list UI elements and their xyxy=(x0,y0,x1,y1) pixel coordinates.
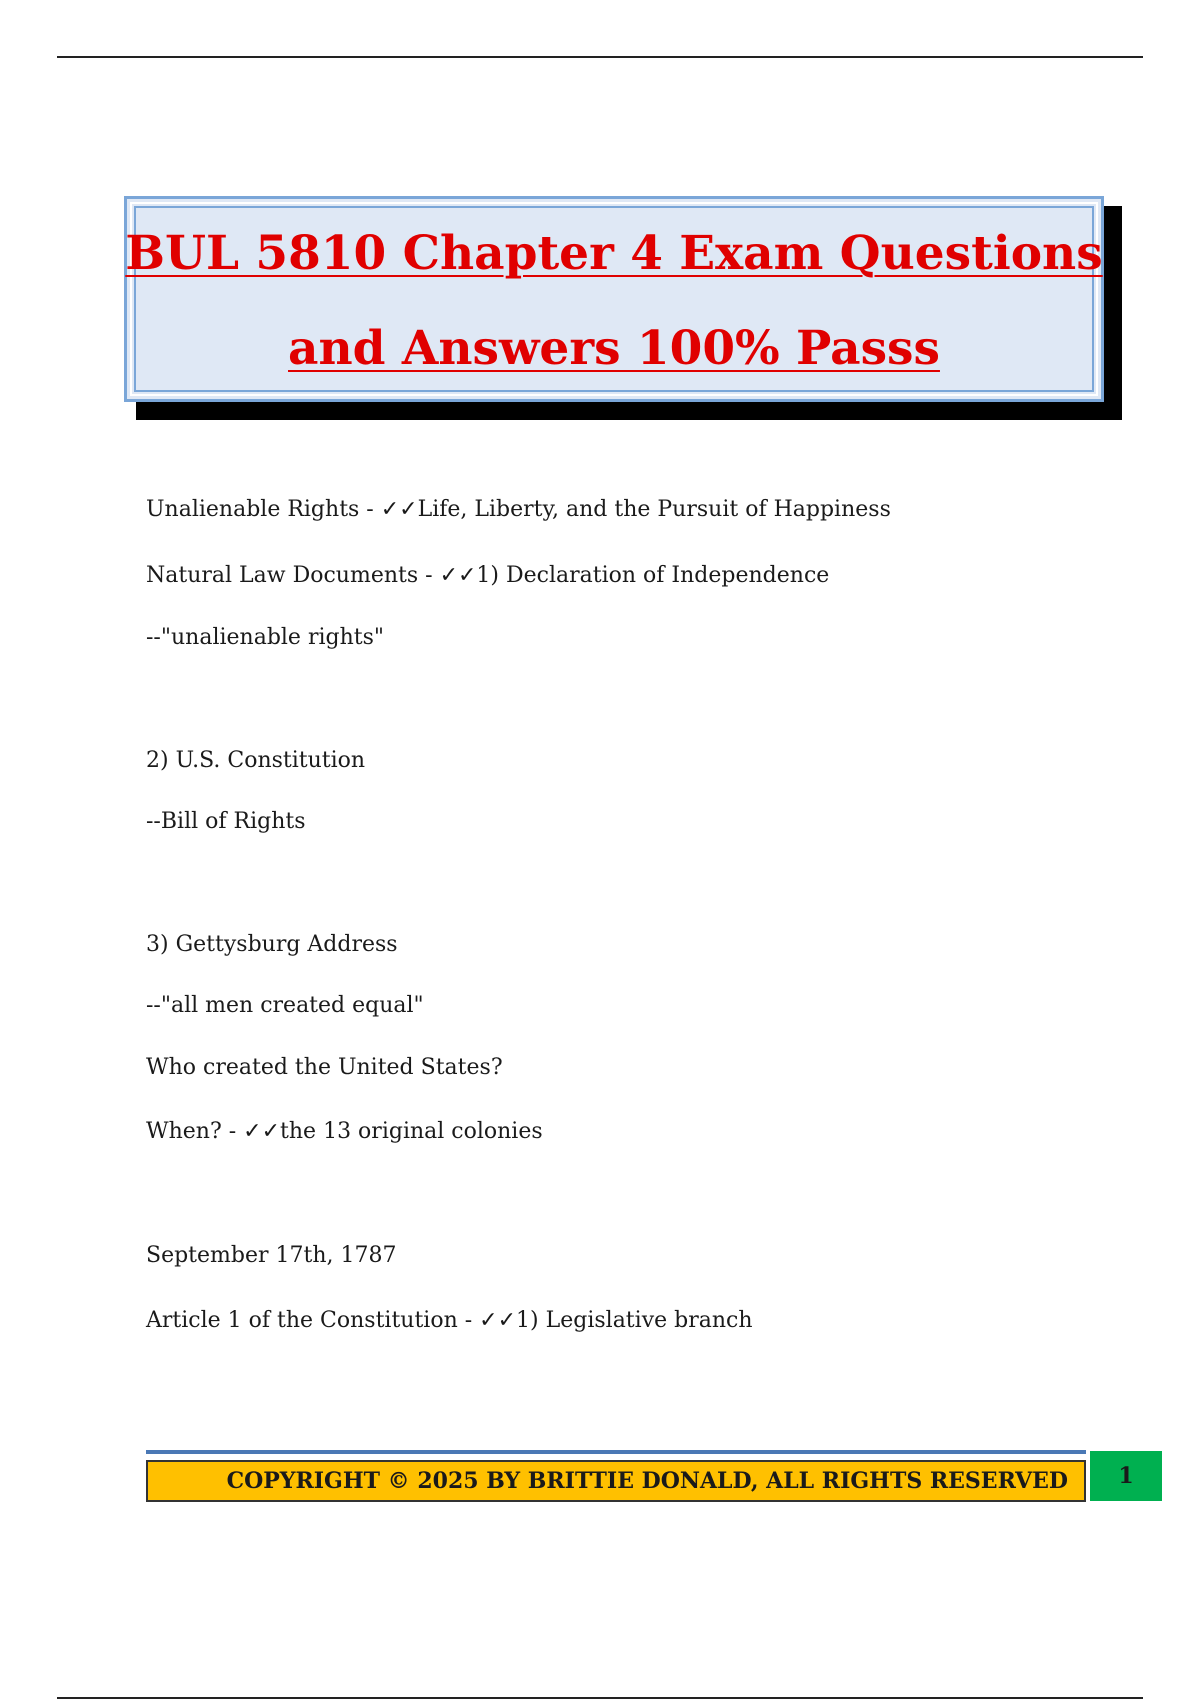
text-line: --Bill of Rights xyxy=(146,809,306,834)
document-title xyxy=(124,206,1104,396)
text-line: September 17th, 1787 xyxy=(146,1243,397,1268)
text-line: Who created the United States? xyxy=(146,1055,503,1080)
text-line: --"all men created equal" xyxy=(146,993,424,1018)
text-line: When? - ✓✓the 13 original colonies xyxy=(146,1119,543,1144)
text-line: 3) Gettysburg Address xyxy=(146,932,398,957)
footer-copyright-bar xyxy=(146,1460,1086,1502)
text-line: Article 1 of the Constitution - ✓✓1) Legislative branch xyxy=(146,1308,753,1333)
copyright-text: COPYRIGHT © 2025 BY BRITTIE DONALD, ALL RIGHTS RESERVED xyxy=(226,1468,1068,1494)
page-number-badge: 1 xyxy=(1090,1451,1162,1501)
top-rule xyxy=(57,56,1143,58)
text-line: Unalienable Rights - ✓✓Life, Liberty, and the Pursuit of Happiness xyxy=(146,497,891,522)
text-line: 2) U.S. Constitution xyxy=(146,748,366,773)
title-banner xyxy=(124,196,1108,406)
title-line-1: BUL 5810 Chapter 4 Exam Questions xyxy=(125,226,1103,281)
title-line-2: and Answers 100% Passs xyxy=(288,321,940,376)
text-line: Natural Law Documents - ✓✓1) Declaration of Independence xyxy=(146,563,830,588)
bottom-rule xyxy=(57,1697,1143,1699)
text-line: --"unalienable rights" xyxy=(146,625,385,650)
footer-rule xyxy=(146,1450,1086,1454)
